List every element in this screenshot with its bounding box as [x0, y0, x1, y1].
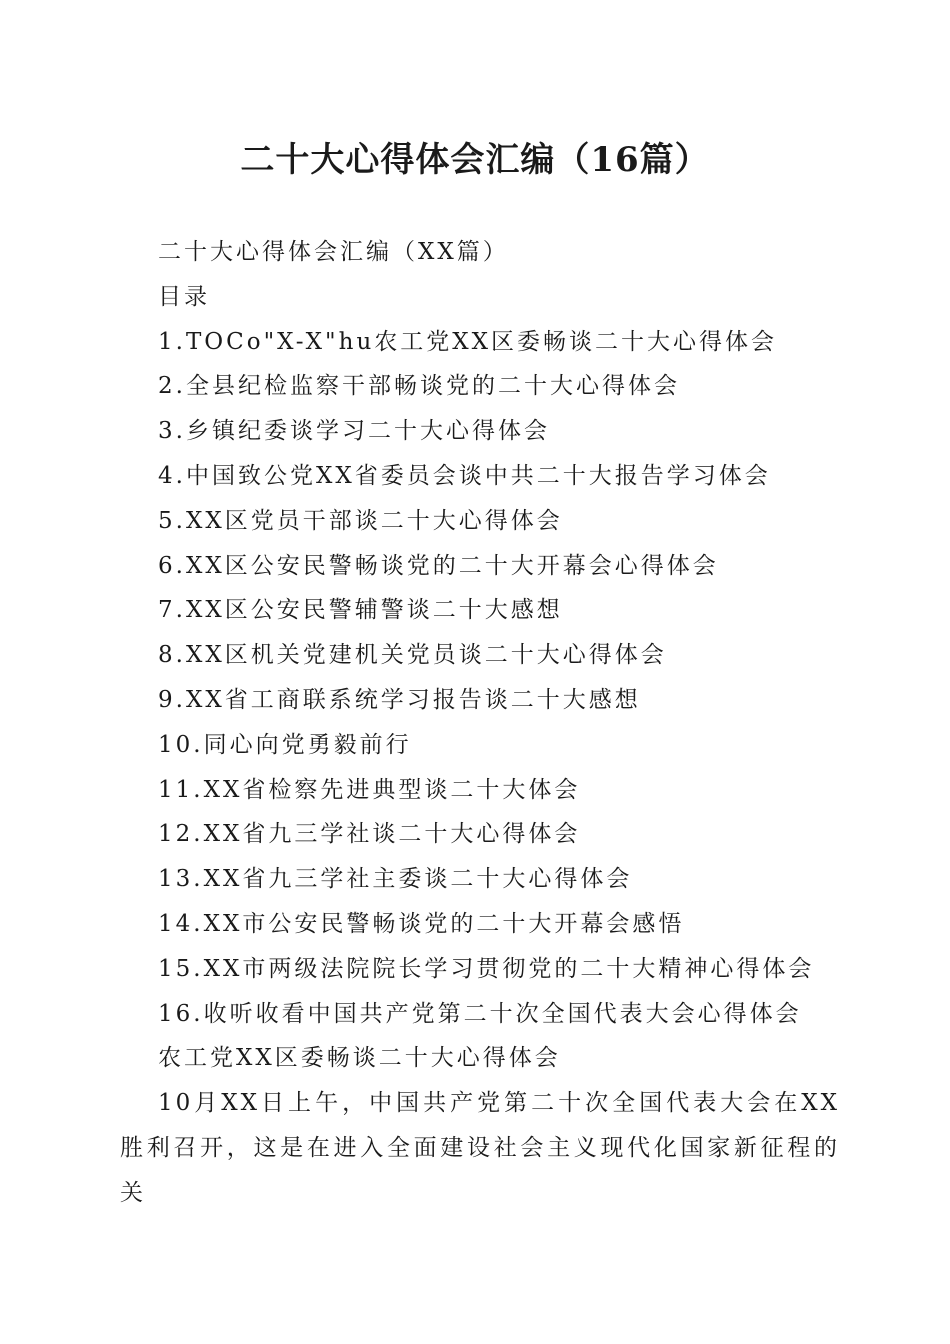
toc-item[interactable]: 4.中国致公党XX省委员会谈中共二十大报告学习体会: [158, 462, 771, 489]
toc-item[interactable]: 10.同心向党勇毅前行: [158, 731, 412, 758]
toc-item[interactable]: 2.全县纪检监察干部畅谈党的二十大心得体会: [158, 373, 680, 400]
toc-item[interactable]: 15.XX市两级法院院长学习贯彻党的二十大精神心得体会: [158, 955, 815, 982]
document-content: [120, 230, 840, 1216]
toc-item[interactable]: 14.XX市公安民警畅谈党的二十大开幕会感悟: [158, 910, 685, 937]
toc-item[interactable]: 12.XX省九三学社谈二十大心得体会: [158, 821, 581, 848]
toc-item[interactable]: 13.XX省九三学社主委谈二十大心得体会: [158, 866, 633, 893]
toc-item[interactable]: 16.收听收看中国共产党第二十次全国代表大会心得体会: [158, 1000, 802, 1027]
toc-item[interactable]: 6.XX区公安民警畅谈党的二十大开幕会心得体会: [158, 552, 719, 579]
document-subtitle: 二十大心得体会汇编（XX篇）: [158, 239, 509, 265]
toc-item[interactable]: 9.XX省工商联系统学习报告谈二十大感想: [158, 686, 641, 713]
document-title: 二十大心得体会汇编（16篇）: [240, 140, 710, 180]
section-heading: 农工党XX区委畅谈二十大心得体会: [158, 1045, 561, 1072]
toc-item[interactable]: 11.XX省检察先进典型谈二十大体会: [158, 776, 581, 803]
toc-list: [120, 320, 840, 1037]
toc-item[interactable]: 7.XX区公安民警辅警谈二十大感想: [158, 597, 563, 624]
toc-item[interactable]: 8.XX区机关党建机关党员谈二十大心得体会: [158, 642, 667, 669]
toc-heading: 目录: [158, 283, 210, 310]
toc-item[interactable]: 5.XX区党员干部谈二十大心得体会: [158, 507, 563, 534]
toc-item[interactable]: 3.乡镇纪委谈学习二十大心得体会: [158, 418, 550, 445]
body-paragraph: 10月XX日上午，中国共产党第二十次全国代表大会在XX胜利召开，这是在进入全面建设社会主义现代化国家新征程的关: [120, 1090, 840, 1206]
toc-item[interactable]: 1.TOCo"X-X"hu农工党XX区委畅谈二十大心得体会: [158, 328, 777, 355]
